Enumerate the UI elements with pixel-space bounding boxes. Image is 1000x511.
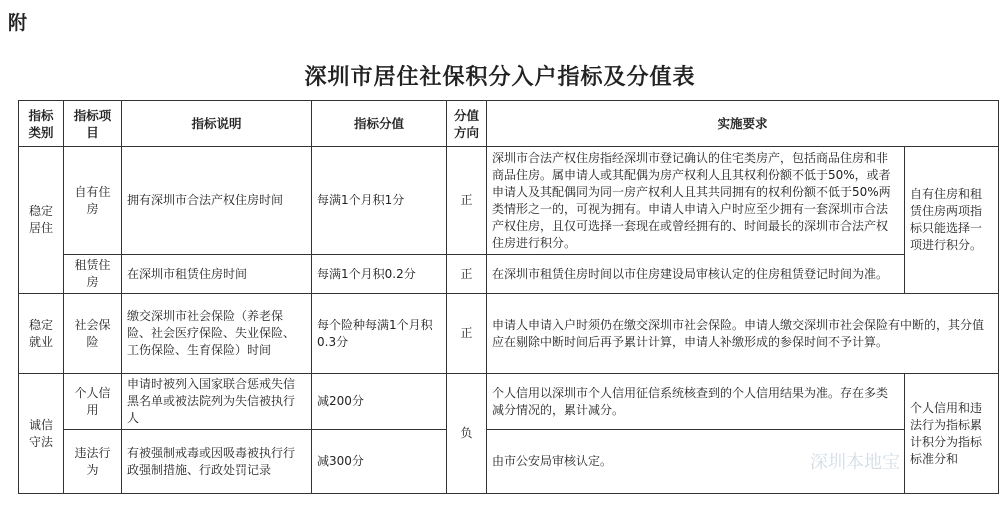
category-stable-residence: 稳定居住 bbox=[19, 147, 64, 294]
score-own-housing: 每满1个月积1分 bbox=[312, 147, 447, 255]
description-personal-credit: 申请时被列入国家联合惩戒失信黑名单或被法院列为失信被执行人 bbox=[122, 374, 312, 430]
item-social-insurance: 社会保险 bbox=[64, 294, 122, 374]
direction-integrity: 负 bbox=[447, 374, 487, 494]
direction-rental-housing: 正 bbox=[447, 255, 487, 294]
points-table bbox=[18, 100, 999, 494]
page-title: 深圳市居住社保积分入户指标及分值表 bbox=[304, 64, 696, 90]
header-direction: 分值方向 bbox=[447, 101, 487, 147]
description-social-insurance: 缴交深圳市社会保险（养老保险、社会医疗保险、失业保险、工伤保险、生育保险）时间 bbox=[122, 294, 312, 374]
header-description: 指标说明 bbox=[122, 101, 312, 147]
direction-social-insurance: 正 bbox=[447, 294, 487, 374]
attachment-label: 附 bbox=[8, 12, 28, 34]
item-own-housing: 自有住房 bbox=[64, 147, 122, 255]
note-housing-choice: 自有住房和租赁住房两项指标只能选择一项进行积分。 bbox=[905, 147, 999, 294]
item-illegal-behavior: 违法行为 bbox=[64, 430, 122, 494]
header-score: 指标分值 bbox=[312, 101, 447, 147]
description-own-housing: 拥有深圳市合法产权住房时间 bbox=[122, 147, 312, 255]
table-row bbox=[19, 294, 999, 374]
header-category: 指标类别 bbox=[19, 101, 64, 147]
score-rental-housing: 每满1个月积0.2分 bbox=[312, 255, 447, 294]
header-item: 指标项目 bbox=[64, 101, 122, 147]
requirement-illegal-behavior: 由市公安局审核认定。 bbox=[487, 430, 905, 494]
requirement-personal-credit: 个人信用以深圳市个人信用征信系统核查到的个人信用结果为准。存在多类减分情况的，累计减分。 bbox=[487, 374, 905, 430]
requirement-social-insurance: 申请人申请入户时须仍在缴交深圳市社会保险。申请人缴交深圳市社会保险有中断的，其分值应在剔除中断时间后再予累计计算，申请人补缴形成的参保时间不予计算。 bbox=[487, 294, 999, 374]
category-integrity: 诚信守法 bbox=[19, 374, 64, 494]
requirement-rental-housing: 在深圳市租赁住房时间以市住房建设局审核认定的住房租赁登记时间为准。 bbox=[487, 255, 905, 294]
category-stable-employment: 稳定就业 bbox=[19, 294, 64, 374]
score-illegal-behavior: 减300分 bbox=[312, 430, 447, 494]
item-rental-housing: 租赁住房 bbox=[64, 255, 122, 294]
watermark: 深圳本地宝 bbox=[810, 452, 900, 473]
description-illegal-behavior: 有被强制戒毒或因吸毒被执行行政强制措施、行政处罚记录 bbox=[122, 430, 312, 494]
table-row bbox=[19, 147, 999, 255]
header-row bbox=[19, 101, 999, 147]
item-personal-credit: 个人信用 bbox=[64, 374, 122, 430]
score-social-insurance: 每个险种每满1个月积0.3分 bbox=[312, 294, 447, 374]
note-credit-total: 个人信用和违法行为指标累计积分为指标标准分和 bbox=[905, 374, 999, 494]
description-rental-housing: 在深圳市租赁住房时间 bbox=[122, 255, 312, 294]
score-personal-credit: 减200分 bbox=[312, 374, 447, 430]
table-row bbox=[19, 255, 999, 294]
requirement-own-housing: 深圳市合法产权住房指经深圳市登记确认的住宅类房产，包括商品住房和非商品住房。属申请人或其配偶为房产权利人且其权利份额不低于50%，或者申请人及其配偶同为同一房产权利人且其共同拥有的权利份额不低于50%两类情形之一的，可视为拥有。申请人申请入户时应至少拥有一套深圳市合法产权住房，且仅可选择一套现在或曾经拥有的、时间最长的深圳市合法产权住房进行积分。 bbox=[487, 147, 905, 255]
direction-own-housing: 正 bbox=[447, 147, 487, 255]
table-row bbox=[19, 374, 999, 430]
header-requirement: 实施要求 bbox=[487, 101, 999, 147]
